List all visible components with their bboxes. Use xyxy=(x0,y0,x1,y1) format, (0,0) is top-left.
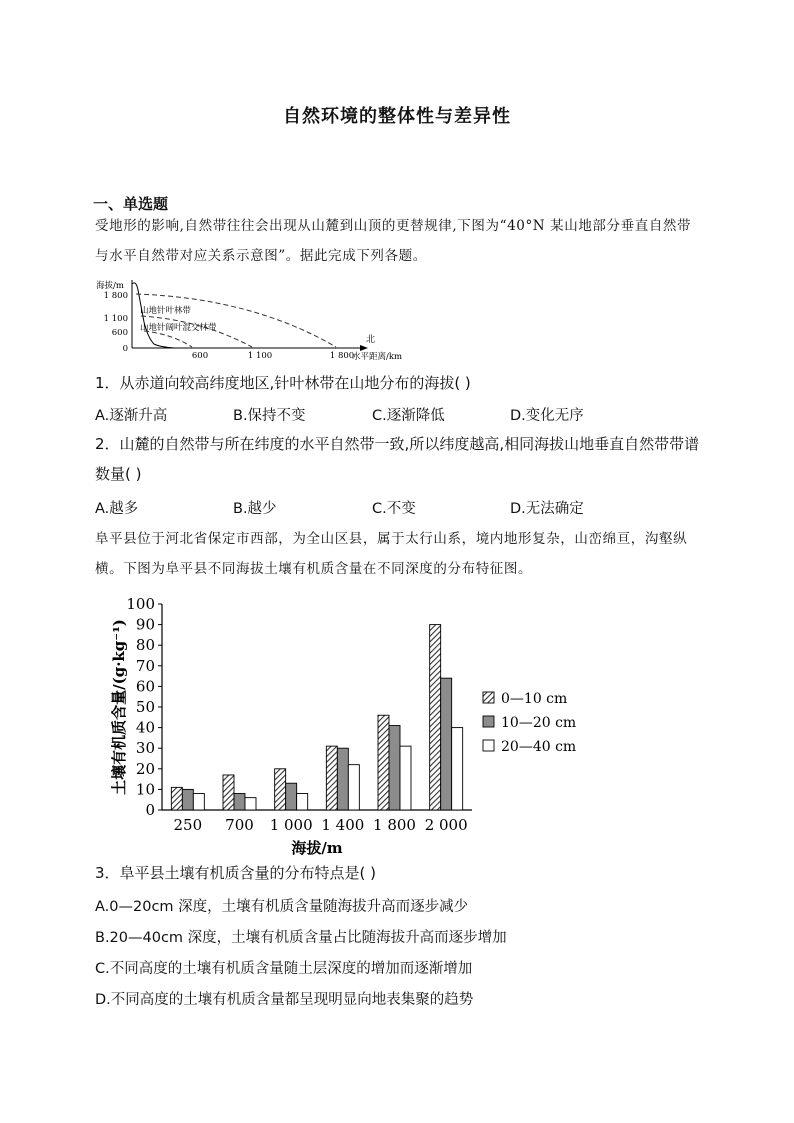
bar-1 xyxy=(326,746,337,810)
diagram-north: 北 xyxy=(366,335,376,345)
bar-2 xyxy=(389,726,400,810)
y-tick-label: 100 xyxy=(126,595,155,613)
q1-option-a[interactable]: A.逐渐升高 xyxy=(95,408,168,424)
diagram-xtick: 1 800 xyxy=(329,351,355,361)
bar-1 xyxy=(171,787,182,810)
x-tick-label: 1 400 xyxy=(321,816,365,834)
intro-paragraph-1: 受地形的影响,自然带往往会出现从山麓到山顶的更替规律,下图为“40°N 某山地部分垂直自然带与水平自然带对应关系示意图”。据此完成下列各题。 xyxy=(95,218,692,264)
q3-option-a[interactable]: A.0—20cm 深度，土壤有机质含量随海拔升高而逐步减少 xyxy=(95,899,469,915)
q1-option-c[interactable]: C.逐渐降低 xyxy=(372,408,445,424)
bar-1 xyxy=(275,769,286,810)
q1-option-d[interactable]: D.变化无序 xyxy=(510,408,584,424)
q3-option-d[interactable]: D.不同高度的土壤有机质含量都呈现明显向地表集聚的趋势 xyxy=(95,992,474,1008)
q2-option-c[interactable]: C.不变 xyxy=(372,501,416,517)
bar-3 xyxy=(297,794,308,810)
diagram-ytick: 1 100 xyxy=(103,314,128,324)
y-tick-label: 30 xyxy=(135,739,155,758)
y-axis-label: 土壤有机质含量/(g·kg⁻¹) xyxy=(110,619,128,795)
y-tick-label: 50 xyxy=(135,698,155,716)
zone-diagram xyxy=(92,276,422,366)
diagram-xlabel: 水平距离/km xyxy=(352,352,403,362)
x-tick-label: 1 000 xyxy=(269,816,313,834)
x-tick-label: 2 000 xyxy=(424,816,468,834)
q3-option-c[interactable]: C.不同高度的土壤有机质含量随土层深度的增加而逐渐增加 xyxy=(95,961,473,977)
q2-option-b[interactable]: B.越少 xyxy=(233,501,277,517)
diagram-ytick: 0 xyxy=(122,344,128,354)
intro-paragraph-2: 阜平县位于河北省保定市西部，为全山区县，属于太行山系，境内地形复杂，山峦绵亘，沟壑纵横。下图为阜平县不同海拔土壤有机质含量在不同深度的分布特征图。 xyxy=(95,531,688,577)
bar-2 xyxy=(337,748,348,810)
question-2-stem: 2．山麓的自然带与所在纬度的水平自然带一致,所以纬度越高,相同海拔山地垂直自然带带谱数量( ) xyxy=(95,435,700,483)
bar-2 xyxy=(182,789,193,810)
band-label-conifer: 山地针叶林带 xyxy=(140,306,192,316)
question-3-stem: 3．阜平县土壤有机质含量的分布特点是( ) xyxy=(95,864,377,882)
x-tick-label: 250 xyxy=(173,816,203,834)
legend-label: 20—40 cm xyxy=(501,739,577,755)
bar-2 xyxy=(286,783,297,810)
bar-3 xyxy=(245,798,256,810)
diagram-ytick: 600 xyxy=(111,328,128,338)
x-tick-label: 1 800 xyxy=(373,816,416,834)
legend-swatch-2 xyxy=(483,716,494,727)
question-1-stem: 1．从赤道向较高纬度地区,针叶林带在山地分布的海拔( ) xyxy=(95,374,471,392)
x-axis-label: 海拔/m xyxy=(291,839,343,857)
bar-1 xyxy=(223,775,234,810)
legend-swatch-1 xyxy=(483,692,494,703)
band-label-mixed: 山地针阔叶混交林带 xyxy=(140,323,217,333)
q2-option-d[interactable]: D.无法确定 xyxy=(510,501,584,517)
diagram-ytick: 1 800 xyxy=(103,291,128,301)
q1-option-b[interactable]: B.保持不变 xyxy=(233,408,306,424)
bar-2 xyxy=(234,794,245,810)
x-tick-label: 700 xyxy=(225,816,254,834)
bar-3 xyxy=(348,765,359,810)
y-tick-label: 20 xyxy=(135,759,155,778)
bar-3 xyxy=(193,794,204,810)
diagram-xtick: 600 xyxy=(191,351,209,361)
page-title: 自然环境的整体性与差异性 xyxy=(283,106,511,127)
legend-label: 0—10 cm xyxy=(501,691,568,707)
y-tick-label: 40 xyxy=(135,718,155,737)
diagram-ylabel: 海拔/m xyxy=(96,281,124,291)
y-tick-label: 70 xyxy=(135,656,155,675)
legend-label: 10—20 cm xyxy=(501,715,577,731)
legend-swatch-3 xyxy=(483,740,494,751)
q2-option-a[interactable]: A.越多 xyxy=(95,501,139,517)
bar-1 xyxy=(430,625,441,810)
y-tick-label: 10 xyxy=(135,780,155,799)
y-tick-label: 60 xyxy=(135,677,155,696)
soil-organic-matter-chart xyxy=(100,592,600,862)
bar-1 xyxy=(378,715,389,810)
section-heading: 一、单选题 xyxy=(93,195,169,213)
bar-2 xyxy=(441,678,452,810)
bar-3 xyxy=(400,746,411,810)
y-tick-label: 0 xyxy=(145,801,155,819)
y-tick-label: 80 xyxy=(135,636,155,655)
diagram-xtick: 1 100 xyxy=(247,351,273,361)
bar-3 xyxy=(452,728,463,810)
y-tick-label: 90 xyxy=(135,615,155,634)
q3-option-b[interactable]: B.20—40cm 深度，土壤有机质含量占比随海拔升高而逐步增加 xyxy=(95,930,507,946)
